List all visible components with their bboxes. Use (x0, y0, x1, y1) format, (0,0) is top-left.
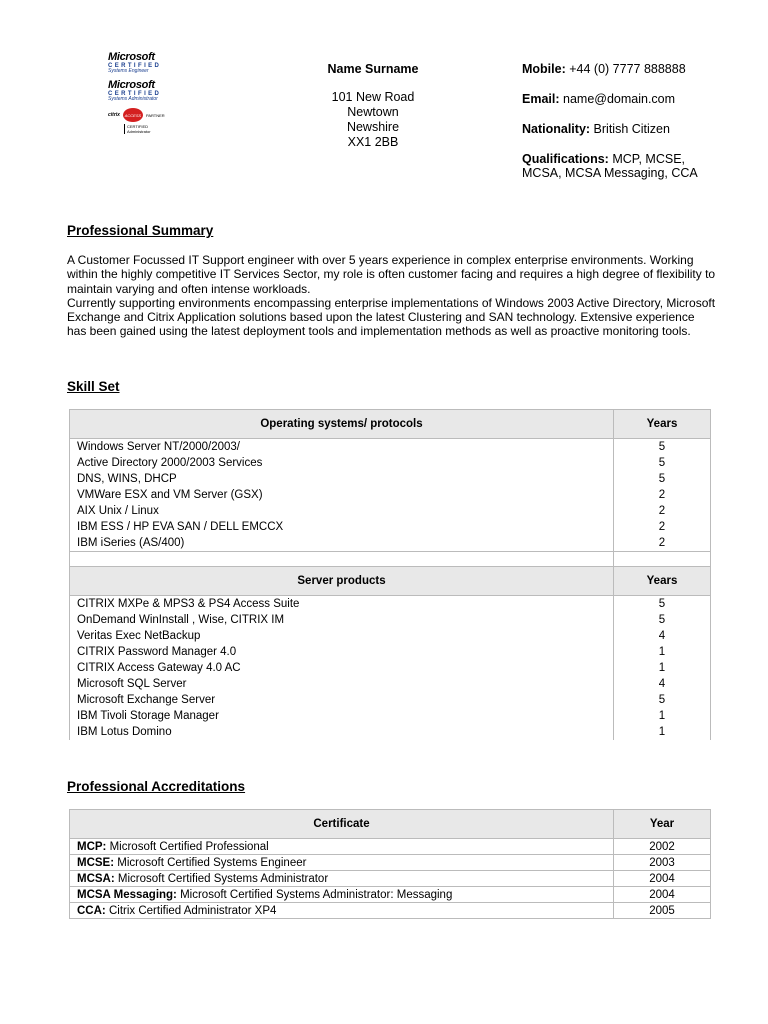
accreditation-row (70, 871, 711, 887)
skill-set-heading: Skill Set (67, 379, 120, 394)
skill-row (70, 471, 711, 487)
summary-paragraph: Currently supporting environments encompassing enterprise implementations of Windows 2003 Active Directory, Microsoft Exchange and Citrix Application solutions based upon the latest Clustering and SAN technology. Extensive experience has been gained using the latest deployment tools and implementation methods as well as proactive monitoring tools. (67, 295, 716, 339)
skill-years: 5 (614, 439, 711, 456)
skill-years: 2 (614, 503, 711, 519)
accreditations-header-row (70, 810, 711, 839)
skill-row (70, 503, 711, 519)
accreditation-row (70, 903, 711, 919)
accreditation-row (70, 887, 711, 903)
certificate-column-header: Certificate (70, 810, 614, 839)
microsoft-certified-administrator-logo: Microsoft CERTIFIED Systems Administrator (108, 79, 162, 102)
mobile-row: Mobile: +44 (0) 7777 888888 (522, 62, 686, 76)
accreditation-name: Citrix Certified Administrator XP4 (108, 904, 277, 917)
nationality-row: Nationality: British Citizen (522, 122, 670, 136)
accreditation-year: 2002 (614, 839, 711, 855)
server-product-years: 5 (614, 692, 711, 708)
qualifications-value: MCP, MCSE, MCSA, MCSA Messaging, CCA (522, 152, 698, 180)
accreditations-table (69, 809, 711, 919)
accreditation-abbr: MCSA Messaging: (77, 888, 177, 901)
skill-years: 2 (614, 519, 711, 535)
skill-name: Active Directory 2000/2003 Services (70, 455, 614, 471)
server-product-name: OnDemand WinInstall , Wise, CITRIX IM (70, 612, 614, 628)
address-line: Newshire (346, 120, 400, 134)
accreditation-name: Microsoft Certified Systems Administrator (117, 872, 329, 885)
mobile-value: +44 (0) 7777 888888 (569, 62, 686, 76)
skill-row (70, 535, 711, 552)
server-product-name: IBM Lotus Domino (70, 724, 614, 740)
server-product-name: Microsoft Exchange Server (70, 692, 614, 708)
qualifications-row: Qualifications: MCP, MCSE, MCSA, MCSA Messaging, CCA (522, 152, 698, 180)
skill-row (70, 455, 711, 471)
professional-summary-heading: Professional Summary (67, 223, 214, 238)
accreditation-row (70, 839, 711, 855)
server-product-years: 1 (614, 724, 711, 740)
citrix-access-badge-icon: ACCESS (123, 108, 143, 122)
skill-years: 2 (614, 487, 711, 503)
accreditation-cell (70, 871, 614, 887)
accreditation-year: 2004 (614, 871, 711, 887)
address-line: 101 New Road (331, 90, 415, 104)
professional-accreditations-heading: Professional Accreditations (67, 779, 246, 794)
spacer-row (70, 552, 711, 567)
server-product-years: 1 (614, 708, 711, 724)
server-product-years: 4 (614, 628, 711, 644)
server-product-name: Microsoft SQL Server (70, 676, 614, 692)
skill-name: IBM iSeries (AS/400) (70, 535, 614, 552)
server-product-name: CITRIX MXPe & MPS3 & PS4 Access Suite (70, 596, 614, 613)
certification-logos (108, 52, 178, 134)
skill-name: IBM ESS / HP EVA SAN / DELL EMCCX (70, 519, 614, 535)
server-product-row (70, 596, 711, 613)
professional-summary (67, 253, 717, 339)
server-product-years: 1 (614, 660, 711, 676)
server-product-row (70, 612, 711, 628)
accreditation-year: 2003 (614, 855, 711, 871)
accreditation-year: 2005 (614, 903, 711, 919)
years-column-header: Years (614, 567, 711, 596)
server-product-name: Veritas Exec NetBackup (70, 628, 614, 644)
server-product-name: CITRIX Password Manager 4.0 (70, 644, 614, 660)
server-product-name: CITRIX Access Gateway 4.0 AC (70, 660, 614, 676)
accreditation-name: Microsoft Certified Professional (109, 840, 269, 853)
microsoft-certified-engineer-logo: Microsoft CERTIFIED Systems Engineer (108, 51, 162, 74)
server-product-row (70, 724, 711, 740)
accreditation-abbr: CCA: (77, 904, 106, 917)
server-product-row (70, 628, 711, 644)
name-address-block (318, 62, 428, 150)
server-product-years: 5 (614, 596, 711, 613)
skill-years: 5 (614, 471, 711, 487)
address (318, 90, 428, 150)
accreditation-cell (70, 903, 614, 919)
server-product-row (70, 676, 711, 692)
server-product-years: 4 (614, 676, 711, 692)
skill-name: Windows Server NT/2000/2003/ (70, 439, 614, 456)
accreditation-abbr: MCSA: (77, 872, 115, 885)
skill-years: 5 (614, 455, 711, 471)
os-header-row (70, 410, 711, 439)
accreditation-cell (70, 855, 614, 871)
server-product-name: IBM Tivoli Storage Manager (70, 708, 614, 724)
server-product-row (70, 692, 711, 708)
accreditation-year: 2004 (614, 887, 711, 903)
server-product-years: 1 (614, 644, 711, 660)
skill-name: AIX Unix / Linux (70, 503, 614, 519)
summary-paragraph: A Customer Focussed IT Support engineer with over 5 years experience in complex enterprise environments. Working within the highly competitive IT Services Sector, my role is often customer facing and requires a high degree of flexibility to maintain varying and often intense workloads. (67, 253, 716, 296)
email-value[interactable]: name@domain.com (563, 92, 676, 106)
os-column-header: Operating systems/ protocols (70, 410, 614, 439)
server-header-row (70, 567, 711, 596)
accreditation-name: Microsoft Certified Systems Engineer (117, 856, 307, 869)
skill-row (70, 439, 711, 456)
skill-name: DNS, WINS, DHCP (70, 471, 614, 487)
server-product-years: 5 (614, 612, 711, 628)
address-line: Newtown (347, 105, 399, 119)
years-column-header: Years (614, 410, 711, 439)
accreditation-abbr: MCP: (77, 840, 107, 853)
skill-set-table (69, 409, 711, 740)
skill-row (70, 487, 711, 503)
accreditation-abbr: MCSE: (77, 856, 115, 869)
accreditation-cell (70, 839, 614, 855)
server-product-row (70, 660, 711, 676)
contact-block (522, 62, 702, 196)
accreditation-name: Microsoft Certified Systems Administrator: Messaging (180, 888, 453, 901)
candidate-name: Name Surname (327, 62, 419, 76)
skill-years: 2 (614, 535, 711, 552)
server-product-row (70, 644, 711, 660)
accreditation-cell (70, 887, 614, 903)
server-column-header: Server products (70, 567, 614, 596)
nationality-value: British Citizen (593, 122, 670, 136)
server-product-row (70, 708, 711, 724)
citrix-certified-logo: citrix ACCESS PARTNER CERTIFIED Administrator (108, 108, 178, 134)
year-column-header: Year (614, 810, 711, 839)
skill-name: VMWare ESX and VM Server (GSX) (70, 487, 614, 503)
skill-row (70, 519, 711, 535)
address-line: XX1 2BB (347, 135, 399, 149)
accreditation-row (70, 855, 711, 871)
email-row: Email: name@domain.com (522, 92, 676, 106)
